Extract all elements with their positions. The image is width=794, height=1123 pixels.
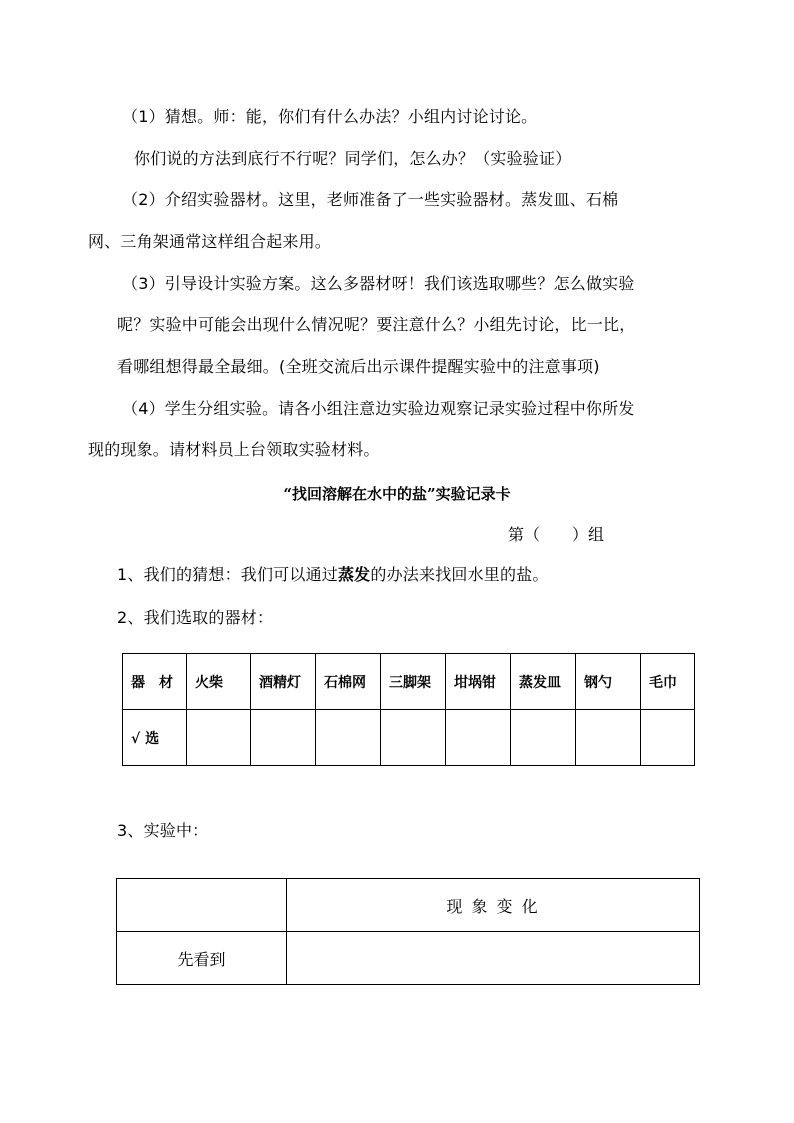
checkbox-cell[interactable]	[576, 710, 641, 766]
table-row	[117, 879, 700, 932]
table-row	[117, 932, 700, 985]
para-8: （4）学生分组实验。请各小组注意边实验边观察记录实验过程中你所发	[122, 399, 635, 418]
row-label-cell: 先看到	[117, 932, 287, 985]
checkbox-cell[interactable]	[251, 710, 316, 766]
para-3: （2）介绍实验器材。这里，老师准备了一些实验器材。蒸发皿、石棉	[122, 190, 619, 209]
header-cell: 酒精灯	[251, 654, 316, 710]
checkbox-cell[interactable]	[511, 710, 576, 766]
card-title: “找回溶解在水中的盐”实验记录卡	[283, 485, 511, 503]
para-5: （3）引导设计实验方案。这么多器材呀！我们该选取哪些？怎么做实验	[122, 274, 635, 293]
checkbox-cell[interactable]	[446, 710, 511, 766]
checkbox-cell[interactable]	[381, 710, 446, 766]
item-guess-pre: 1、我们的猜想：我们可以通过	[117, 565, 338, 584]
header-cell: 钢勺	[576, 654, 641, 710]
equipment-table	[122, 653, 695, 766]
header-cell: 三脚架	[381, 654, 446, 710]
header-cell: 毛巾	[641, 654, 695, 710]
header-cell: 现 象 变 化	[287, 879, 700, 932]
item-guess	[117, 564, 549, 586]
header-cell: 火柴	[187, 654, 251, 710]
header-cell: 石棉网	[316, 654, 381, 710]
checkbox-cell[interactable]	[316, 710, 381, 766]
checkbox-cell[interactable]	[641, 710, 695, 766]
para-2: 你们说的方法到底行不行呢？同学们，怎么办？（实验验证）	[134, 149, 572, 168]
table-row	[123, 710, 695, 766]
para-9: 现的现象。请材料员上台领取实验材料。	[88, 440, 380, 459]
item-experiment: 3、实验中：	[117, 821, 209, 840]
header-cell: 坩埚钳	[446, 654, 511, 710]
header-cell: 蒸发皿	[511, 654, 576, 710]
input-cell[interactable]	[287, 932, 700, 985]
item-guess-bold: 蒸发	[337, 565, 371, 584]
para-6: 呢？实验中可能会出现什么情况呢？要注意什么？小组先讨论，比一比，	[117, 315, 636, 334]
empty-header-cell	[117, 879, 287, 932]
para-4: 网、三角架通常这样组合起来用。	[88, 232, 332, 251]
para-1: （1）猜想。师：能，你们有什么办法？小组内讨论讨论。	[122, 107, 538, 126]
phenomenon-table	[116, 878, 700, 985]
item-guess-post: 的办法来找回水里的盐。	[370, 565, 549, 584]
checkbox-cell[interactable]	[187, 710, 251, 766]
row-label-cell: √ 选	[123, 710, 187, 766]
table-row	[123, 654, 695, 710]
header-cell: 器 材	[123, 654, 187, 710]
group-label: 第（ ）组	[508, 525, 605, 544]
para-7: 看哪组想得最全最细。(全班交流后出示课件提醒实验中的注意事项)	[117, 357, 600, 376]
item-equipment: 2、我们选取的器材：	[117, 608, 274, 627]
